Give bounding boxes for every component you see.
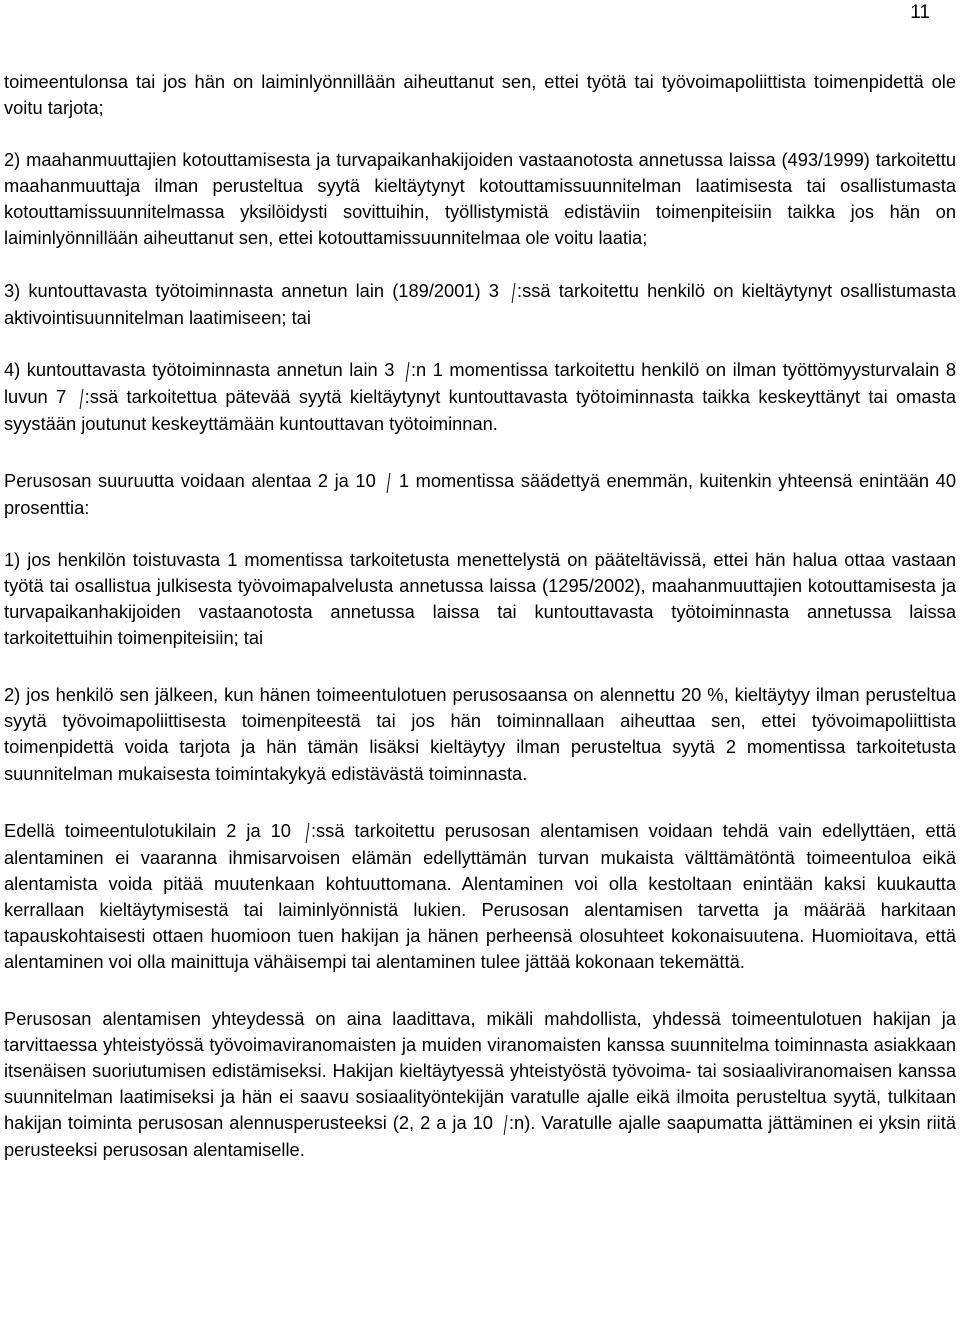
section-sign-icon bbox=[401, 358, 411, 384]
document-body bbox=[4, 69, 956, 1164]
paragraph-reduction-conditions bbox=[4, 818, 956, 975]
paragraph-plan-requirement bbox=[4, 1006, 956, 1163]
section-sign-icon bbox=[507, 279, 517, 305]
paragraph-text: :ssä tarkoitettu henkilö on kieltäytynyt osallistumasta aktivointisuunnitelman laatimiseen; tai bbox=[4, 279, 956, 328]
list-item-1-repeated: 1) jos henkilön toistuvasta 1 momentissa tarkoitetusta menettelystä on pääteltävissä, ettei hän halua ottaa vastaan työtä tai osallistua julkisesta työvoimapalvelusta annetussa laissa (1295/2002), maahanmuuttajien kotouttamisesta ja turvapaikanhakijoiden vastaanotosta annetussa laissa tai kuntouttavasta työtoiminnasta annetussa laissa tarkoitettuihin toimenpiteisiin; tai bbox=[4, 548, 956, 649]
paragraph-text: Perusosan suuruutta voidaan alentaa 2 ja 10 bbox=[4, 469, 383, 491]
list-item-2-after-reduction: 2) jos henkilö sen jälkeen, kun hänen toimeentulotuen perusosaansa on alennettu 20 %, kieltäytyy ilman perusteltua syytä työvoimapoliittisesta toimenpiteestä tai jos hän toiminnallaan aiheuttaa sen, ettei työvoimapoliittista toimenpidettä voida tarjota ja hän tämän lisäksi kieltäytyy ilman perusteltua syytä 2 momentissa tarkoitetusta suunnitelman mukaisesta toimintakykyä edistävästä toiminnasta. bbox=[4, 684, 956, 784]
paragraph-text: :n 1 momentissa tarkoitettu henkilö on ilman työttömyysturvalain 8 luvun 7 bbox=[4, 358, 957, 407]
list-item-2-immigrants: 2) maahanmuuttajien kotouttamisesta ja turvapaikanhakijoiden vastaanotosta annetussa laissa (493/1999) tarkoitettu maahanmuuttaja ilman perusteltua syytä kieltäytynyt kotouttamissuunnitelman laatimisesta tai osallistumasta kotouttamissuunnitelmassa yksilöidysti sovittuihin, työllistymistä edistäviin toimenpiteisiin taikka jos hän on laiminlyönnillään aiheuttanut sen, ettei kotouttamissuunnitelmaa ole voitu laatia; bbox=[4, 149, 956, 249]
section-sign-icon bbox=[301, 819, 311, 845]
paragraph-text: Perusosan alentamisen yhteydessä on aina laadittava, mikäli mahdollista, yhdessä toimeentulotuen hakijan ja tarvittaessa yhteistyössä työvoimaviranomaisten ja muiden viranomaisten kanssa suunnitelma toiminnasta asiakkaan itsenäisen suoriutumisen edistämiseksi. Hakijan kieltäytyessä yhteistyöstä työvoima- tai sosiaaliviranomaisen kanssa suunnitelman laatimiseksi ja hän ei saavu sosiaalityöntekijän varatulle ajalle eikä ilmoita perusteltua syytä, tulkitaan hakijan toiminta perusosan alennusperusteeksi (2, 2 a ja 10 bbox=[4, 1008, 956, 1134]
paragraph-text: :n). Varatulle ajalle saapumatta jättäminen ei yksin riitä perusteeksi perusosan alentamiselle. bbox=[4, 1112, 956, 1161]
paragraph-text: :ssä tarkoitettu perusosan alentamisen voidaan tehdä vain edellyttäen, että alentaminen ei vaaranna ihmisarvoisen elämän edellyttämän turvan mukaista välttämätöntä toimeentuloa eikä alentamista voida pitää muutenkaan kohtuuttomana. Alentaminen voi olla kestoltaan enintään kaksi kuukautta kerrallaan kieltäytymisestä tai laiminlyönnistä lukien. Perusosan alentamisen tarvetta ja määrää harkitaan tapauskohtaisesti ottaen huomioon tuen hakijan ja hänen perheensä olosuhteet kokonaisuutena. Huomioitava, että alentaminen voi olla mainittuja vähäisempi tai alentaminen tulee jättää kokonaan tekemättä. bbox=[4, 819, 956, 972]
paragraph-reduction-limit bbox=[4, 468, 956, 521]
paragraph-text: Edellä toimeentulotukilain 2 ja 10 bbox=[4, 819, 301, 841]
section-sign-icon bbox=[499, 1111, 509, 1137]
page-number: 11 bbox=[910, 2, 930, 23]
paragraph-continuation: toimeentulonsa tai jos hän on laiminlyönnillään aiheuttanut sen, ettei työtä tai työvoimapoliittista toimenpidettä ole voitu tarjota; bbox=[4, 71, 956, 119]
list-item-4-rehabilitative bbox=[4, 357, 956, 437]
paragraph-text: 3) kuntouttavasta työtoiminnasta annetun lain (189/2001) 3 bbox=[4, 279, 508, 301]
paragraph-text: 1 momentissa säädettyä enemmän, kuitenkin yhteensä enintään 40 prosenttia: bbox=[4, 469, 956, 518]
paragraph-text: 4) kuntouttavasta työtoiminnasta annetun lain 3 bbox=[4, 358, 401, 380]
paragraph-text: :ssä tarkoitettua pätevää syytä kieltäytynyt kuntouttavasta työtoiminnasta taikka keskeyttänyt tai omasta syystään joutunut keskeyttämään kuntouttavan työtoiminnan. bbox=[4, 385, 956, 434]
list-item-3-rehabilitative bbox=[4, 278, 956, 331]
section-sign-icon bbox=[382, 469, 392, 495]
section-sign-icon bbox=[75, 385, 85, 411]
